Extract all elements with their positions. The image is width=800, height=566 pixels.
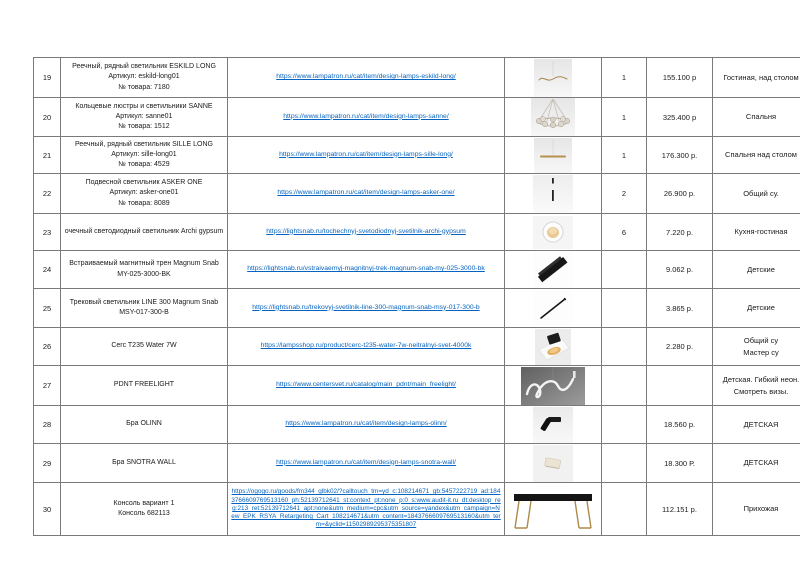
quantity: 6 bbox=[621, 227, 627, 237]
room-cell bbox=[713, 289, 800, 328]
product-photo-cell bbox=[505, 366, 602, 406]
product-link[interactable]: https://ogogo.ru/goods/fm344_glbk02/?calltouch_tm=yd_c:108214671_gb:5457222719_ad:1843766609769513160_ph:52139712641_st:context_pt:none_p:0_s:www.audit-it.ru_dt:desktop_reg:213_ret:52139712641_apt:none&utm_medium=cpc&utm_source=yandex&utm_campaign=New_EPK_RSYA_Retargeting_Cart_108214671&utm_content=1843766609769513160&utm_term=&yclid=11502989295375351807 bbox=[231, 488, 501, 529]
room-label: Общий су bbox=[743, 336, 779, 346]
room-cell bbox=[713, 214, 800, 251]
product-photo-cell bbox=[505, 406, 602, 444]
room-label: ДЕТСКАЯ bbox=[743, 458, 779, 468]
product-name: PDNT FREELIGHT bbox=[113, 381, 175, 389]
product-description-cell bbox=[61, 366, 228, 406]
product-photo-sanne-icon bbox=[531, 98, 575, 136]
product-photo-cell bbox=[505, 58, 602, 98]
quantity-cell bbox=[602, 251, 647, 289]
product-photo-freelight-neon-icon bbox=[521, 367, 585, 405]
price: 2.280 р. bbox=[665, 342, 694, 351]
quantity: 1 bbox=[621, 112, 627, 122]
row-number-cell bbox=[34, 214, 61, 251]
product-name: Консоль вариант 1 bbox=[113, 499, 175, 507]
row-number-cell bbox=[34, 366, 61, 406]
room-label: Общий су. bbox=[743, 188, 779, 198]
product-number: № товара: 1512 bbox=[118, 123, 170, 131]
product-link[interactable]: https://www.lampatron.ru/cat/item/design-lamps-asker-one/ bbox=[277, 189, 455, 197]
product-link-cell bbox=[228, 483, 505, 536]
quantity: 1 bbox=[621, 73, 627, 82]
product-name: Бра OLINN bbox=[126, 420, 162, 428]
row-number: 28 bbox=[42, 420, 52, 429]
product-article: Консоль 682113 bbox=[118, 510, 170, 517]
table-row bbox=[34, 289, 800, 328]
table-row bbox=[34, 366, 800, 406]
table-row bbox=[34, 406, 800, 444]
product-photo-asker-one-icon bbox=[533, 175, 573, 213]
price-cell bbox=[647, 483, 713, 536]
product-description-cell bbox=[61, 483, 228, 536]
product-link-cell bbox=[228, 214, 505, 251]
product-link-cell bbox=[228, 98, 505, 137]
room-cell bbox=[713, 483, 800, 536]
row-number-cell bbox=[34, 251, 61, 289]
room-cell bbox=[713, 366, 800, 406]
room-cell bbox=[713, 406, 800, 444]
product-description-cell bbox=[61, 444, 228, 483]
product-photo-sille-long-icon bbox=[534, 138, 572, 173]
room-cell bbox=[713, 251, 800, 289]
table-row bbox=[34, 58, 800, 98]
quantity-cell bbox=[602, 406, 647, 444]
product-name: Кольцевые люстры и светильники SANNE bbox=[75, 102, 213, 110]
price-cell bbox=[647, 406, 713, 444]
products-table bbox=[33, 57, 800, 536]
price-cell bbox=[647, 214, 713, 251]
row-number: 20 bbox=[42, 112, 52, 122]
product-photo-magnum-track-icon bbox=[533, 252, 573, 288]
product-photo-cell bbox=[505, 137, 602, 174]
price: 3.865 р. bbox=[665, 303, 694, 313]
product-description-cell bbox=[61, 328, 228, 366]
product-number: № товара: 7180 bbox=[118, 83, 170, 91]
product-description-cell bbox=[61, 98, 228, 137]
price: 325.400 р bbox=[662, 112, 697, 122]
room-label: Прихожая bbox=[743, 504, 779, 514]
row-number-cell bbox=[34, 137, 61, 174]
product-description-cell bbox=[61, 289, 228, 328]
product-article: MY-025-3000-BK bbox=[117, 270, 171, 278]
table-row bbox=[34, 98, 800, 137]
row-number-cell bbox=[34, 58, 61, 98]
row-number: 25 bbox=[42, 303, 52, 313]
product-photo-cell bbox=[505, 251, 602, 289]
product-link[interactable]: https://lightsnab.ru/trekovyj-svetilnik-line-300-magnum-snab-msy-017-300-b bbox=[252, 303, 480, 311]
room-cell bbox=[713, 137, 800, 174]
price-cell bbox=[647, 98, 713, 137]
price: 9.062 р. bbox=[665, 265, 694, 274]
product-photo-archi-gypsum-icon bbox=[533, 216, 573, 249]
product-name: Реечный, рядный светильник SILLE LONG bbox=[75, 140, 213, 148]
product-description-cell bbox=[61, 58, 228, 98]
table-row bbox=[34, 214, 800, 251]
price: 176.300 р. bbox=[661, 150, 698, 160]
quantity: 1 bbox=[621, 150, 627, 160]
price: 18.300 Р. bbox=[664, 458, 695, 468]
price-cell bbox=[647, 328, 713, 366]
room-label: Кухня-гостиная bbox=[734, 227, 788, 237]
row-number: 26 bbox=[42, 342, 52, 351]
product-article: Артикул: eskild-long01 bbox=[108, 73, 180, 81]
room-label: Мастер су bbox=[743, 347, 779, 357]
product-article: Артикул: sille-long01 bbox=[111, 150, 177, 158]
row-number: 30 bbox=[42, 504, 52, 514]
room-label: Детские bbox=[747, 303, 775, 313]
quantity-cell bbox=[602, 214, 647, 251]
price: 112.151 р. bbox=[662, 504, 697, 514]
price: 155.100 р bbox=[662, 73, 697, 82]
row-number: 19 bbox=[42, 73, 52, 82]
product-photo-cell bbox=[505, 214, 602, 251]
price-cell bbox=[647, 444, 713, 483]
row-number: 24 bbox=[42, 265, 52, 274]
room-cell bbox=[713, 58, 800, 98]
product-link-cell bbox=[228, 251, 505, 289]
product-description-cell bbox=[61, 174, 228, 214]
table-row bbox=[34, 174, 800, 214]
product-link[interactable]: https://lightsnab.ru/tochechnyj-svetodiodnyj-svetilnik-archi-gypsum bbox=[266, 227, 466, 235]
row-number-cell bbox=[34, 98, 61, 137]
quantity-cell bbox=[602, 328, 647, 366]
product-description-cell bbox=[61, 251, 228, 289]
product-photo-cerc-spot-icon bbox=[535, 329, 571, 365]
product-link[interactable]: https://www.lampatron.ru/cat/item/design-lamps-olinn/ bbox=[285, 420, 447, 428]
product-name: Реечный, рядный светильник ESKILD LONG bbox=[72, 63, 216, 71]
product-link-cell bbox=[228, 174, 505, 214]
room-label: Смотреть визы. bbox=[733, 386, 789, 396]
quantity-cell bbox=[602, 58, 647, 98]
quantity-cell bbox=[602, 366, 647, 406]
product-link-cell bbox=[228, 58, 505, 98]
product-description-cell bbox=[61, 406, 228, 444]
product-photo-eskild-long-icon bbox=[534, 59, 572, 97]
product-name: Cerc T235 Water 7W bbox=[111, 342, 177, 350]
product-name: Бра SNOTRA WALL bbox=[112, 458, 176, 466]
product-article: Артикул: sanne01 bbox=[115, 112, 173, 120]
product-photo-cell bbox=[505, 444, 602, 483]
price: 26.900 р. bbox=[663, 189, 696, 198]
product-photo-console-icon bbox=[507, 485, 599, 533]
price-cell bbox=[647, 366, 713, 406]
product-photo-cell bbox=[505, 328, 602, 366]
product-name: Трековый светильник LINE 300 Magnum Snab bbox=[69, 298, 219, 306]
product-name: очечный светодиодный светильник Archi gypsum bbox=[64, 227, 224, 235]
room-label: Гостиная, над столом bbox=[723, 72, 799, 82]
product-link[interactable]: https://lampsshop.ru/product/cerc-t235-water-7w-neitralnyi-svet-4000k bbox=[260, 342, 472, 350]
table-row bbox=[34, 137, 800, 174]
row-number-cell bbox=[34, 483, 61, 536]
product-link-cell bbox=[228, 366, 505, 406]
product-link-cell bbox=[228, 444, 505, 483]
price: 7.220 р. bbox=[665, 227, 694, 237]
row-number-cell bbox=[34, 174, 61, 214]
room-label: ДЕТСКАЯ bbox=[743, 419, 779, 429]
product-link-cell bbox=[228, 406, 505, 444]
product-photo-cell bbox=[505, 289, 602, 328]
row-number: 29 bbox=[42, 458, 52, 468]
price-cell bbox=[647, 251, 713, 289]
quantity-cell bbox=[602, 137, 647, 174]
row-number-cell bbox=[34, 289, 61, 328]
product-photo-cell bbox=[505, 174, 602, 214]
room-cell bbox=[713, 98, 800, 137]
quantity-cell bbox=[602, 174, 647, 214]
price-cell bbox=[647, 137, 713, 174]
row-number: 21 bbox=[42, 150, 52, 160]
quantity: 2 bbox=[621, 189, 627, 198]
product-link[interactable]: https://lightsnab.ru/vstraivaemyj-magnitnyj-trek-magnum-snab-my-025-3000-bk bbox=[247, 265, 485, 273]
row-number-cell bbox=[34, 444, 61, 483]
product-number: № товара: 4529 bbox=[118, 161, 170, 169]
product-description-cell bbox=[61, 137, 228, 174]
quantity-cell bbox=[602, 483, 647, 536]
room-cell bbox=[713, 174, 800, 214]
row-number-cell bbox=[34, 328, 61, 366]
price-cell bbox=[647, 58, 713, 98]
room-label: Спальня bbox=[745, 112, 777, 122]
table-row bbox=[34, 444, 800, 483]
room-label: Спальня над столом bbox=[725, 150, 797, 160]
room-label: Детская. Гибкий неон. bbox=[722, 375, 800, 385]
room-label: Детские bbox=[747, 264, 775, 274]
price-cell bbox=[647, 174, 713, 214]
room-cell bbox=[713, 328, 800, 366]
product-article: Артикул: asker-one01 bbox=[109, 189, 179, 197]
product-link[interactable]: https://www.centersvet.ru/catalog/main_pdnt/main_freelight/ bbox=[276, 381, 456, 389]
quantity-cell bbox=[602, 444, 647, 483]
quantity-cell bbox=[602, 289, 647, 328]
product-photo-olinn-sconce-icon bbox=[533, 407, 573, 443]
price-cell bbox=[647, 289, 713, 328]
quantity-cell bbox=[602, 98, 647, 137]
row-number: 27 bbox=[42, 381, 52, 390]
product-link[interactable]: https://www.lampatron.ru/cat/item/design-lamps-sanne/ bbox=[283, 112, 449, 120]
row-number: 22 bbox=[42, 189, 52, 198]
product-photo-line-300-icon bbox=[533, 290, 573, 326]
product-photo-snotra-wall-icon bbox=[533, 445, 573, 482]
product-link[interactable]: https://www.lampatron.ru/cat/item/design-lamps-eskild-long/ bbox=[276, 73, 456, 81]
price: 18.560 р. bbox=[663, 420, 696, 429]
product-link-cell bbox=[228, 289, 505, 328]
product-name: Встраиваемый магнитный трен Magnum Snab bbox=[69, 260, 219, 268]
product-link[interactable]: https://www.lampatron.ru/cat/item/design-lamps-sille-long/ bbox=[279, 150, 453, 158]
row-number: 23 bbox=[42, 227, 52, 237]
product-photo-cell bbox=[505, 98, 602, 137]
product-photo-cell bbox=[505, 483, 602, 536]
product-description-cell bbox=[61, 214, 228, 251]
product-number: № товара: 8089 bbox=[118, 199, 170, 207]
table-row bbox=[34, 483, 800, 536]
product-link-cell bbox=[228, 137, 505, 174]
table-row bbox=[34, 328, 800, 366]
product-link-cell bbox=[228, 328, 505, 366]
table-row bbox=[34, 251, 800, 289]
product-name: Подвесной светильник ASKER ONE bbox=[85, 179, 203, 187]
room-cell bbox=[713, 444, 800, 483]
product-article: MSY-017-300-B bbox=[119, 309, 169, 316]
product-link[interactable]: https://www.lampatron.ru/cat/item/design-lamps-snotra-wall/ bbox=[276, 458, 456, 466]
row-number-cell bbox=[34, 406, 61, 444]
